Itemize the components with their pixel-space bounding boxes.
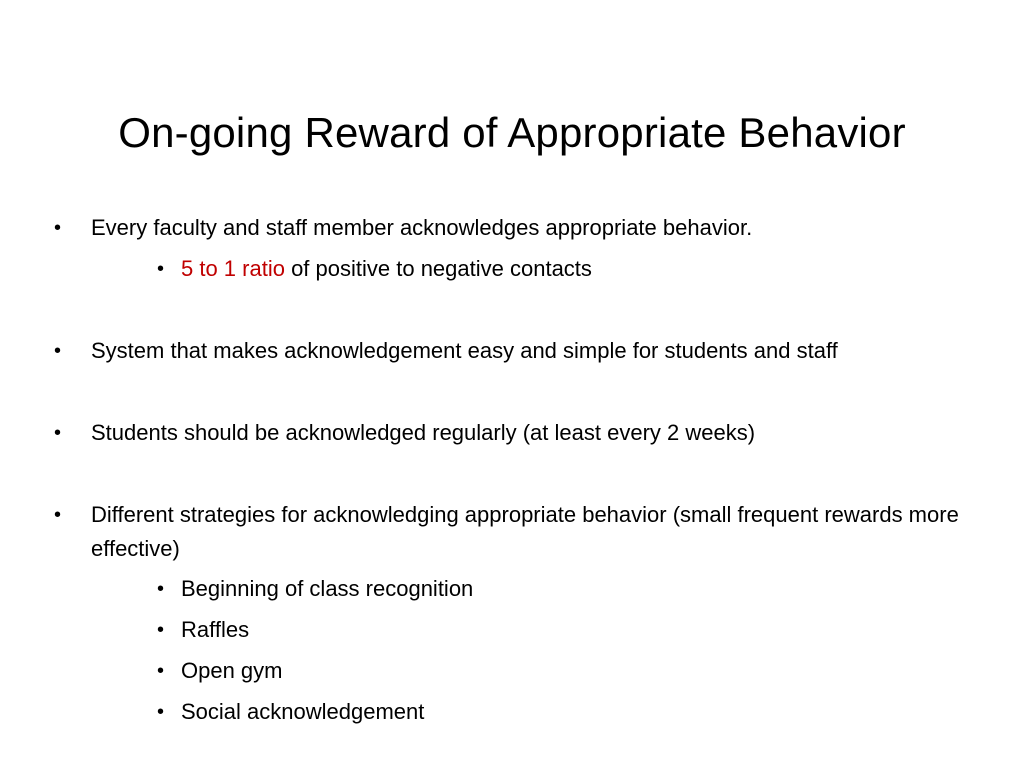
bullet-dot-icon: • (157, 660, 165, 682)
bullet-text: Every faculty and staff member acknowledges appropriate behavior. (91, 215, 753, 240)
bullet-system (54, 334, 838, 368)
sub-bullet-class-recognition (157, 572, 474, 606)
bullet-dot-icon: • (157, 578, 165, 600)
sub-bullet-text: Beginning of class recognition (181, 576, 474, 601)
sub-bullet-text: Open gym (181, 658, 283, 683)
bullet-text: System that makes acknowledgement easy and simple for students and staff (91, 338, 838, 363)
bullet-dot-icon: • (157, 701, 165, 723)
sub-bullet-text: Raffles (181, 617, 250, 642)
sub-bullet-text: of positive to negative contacts (284, 256, 592, 281)
sub-bullet-raffles (157, 613, 250, 647)
bullet-dot-icon: • (54, 504, 62, 526)
bullet-regularly (54, 416, 756, 450)
bullet-dot-icon: • (157, 258, 165, 280)
bullet-text: Students should be acknowledged regularly (at least every 2 weeks) (91, 420, 756, 445)
bullet-dot-icon: • (54, 340, 62, 362)
bullet-dot-icon: • (54, 217, 62, 239)
sub-bullet-ratio (157, 252, 592, 286)
bullet-text: Different strategies for acknowledging appropriate behavior (small frequent rewards more effective) (91, 502, 959, 561)
sub-bullet-text: Social acknowledgement (181, 699, 425, 724)
bullet-dot-icon: • (54, 422, 62, 444)
sub-bullet-open-gym (157, 654, 283, 688)
ratio-highlight: 5 to 1 ratio (181, 256, 285, 281)
sub-bullet-social (157, 695, 425, 729)
bullet-strategies (54, 498, 981, 566)
bullet-faculty-acknowledges (54, 211, 753, 245)
bullet-dot-icon: • (157, 619, 165, 641)
slide-title: On-going Reward of Appropriate Behavior (118, 109, 906, 156)
